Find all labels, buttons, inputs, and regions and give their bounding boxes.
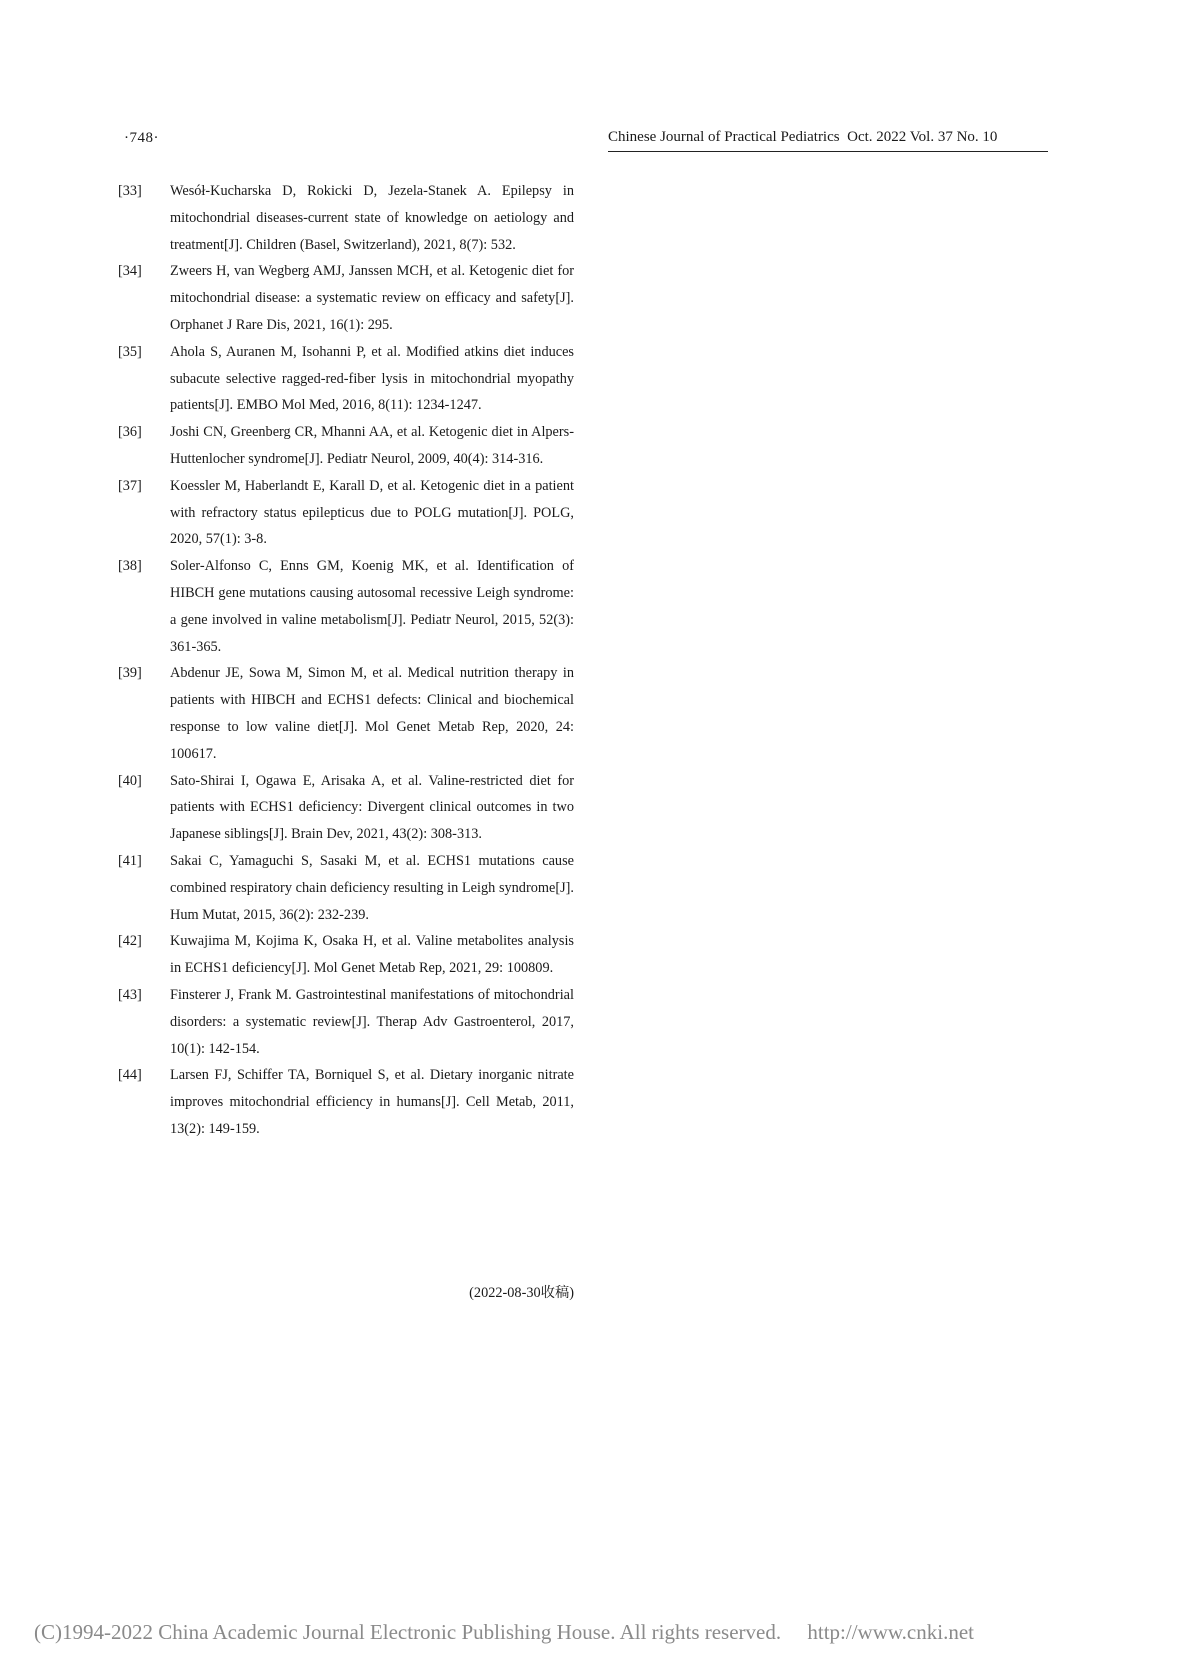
reference-number: [40]: [118, 772, 142, 789]
reference-item: [118, 419, 574, 473]
reference-number: [36]: [118, 424, 142, 441]
journal-issue: Oct. 2022 Vol. 37 No. 10: [847, 129, 998, 145]
reference-text: Soler-Alfonso C, Enns GM, Koenig MK, et al. Identification of HIBCH gene mutations causing autosomal recessive Leigh syndrome: a gene involved in valine metabolism[J]. Pediatr Neurol, 2015, 52(3): 361-365.: [170, 558, 574, 655]
reference-number: [35]: [118, 343, 142, 360]
reference-number: [41]: [118, 852, 142, 869]
reference-number: [42]: [118, 933, 142, 950]
reference-number: [34]: [118, 263, 142, 280]
reference-text: Finsterer J, Frank M. Gastrointestinal manifestations of mitochondrial disorders: a systematic review[J]. Therap Adv Gastroenterol, 2017, 10(1): 142-154.: [170, 986, 574, 1057]
reference-number: [44]: [118, 1067, 142, 1084]
reference-text: Larsen FJ, Schiffer TA, Borniquel S, et al. Dietary inorganic nitrate improves mitochondrial efficiency in humans[J]. Cell Metab, 2011, 13(2): 149-159.: [170, 1067, 574, 1137]
reference-item: [118, 553, 574, 660]
reference-text: Joshi CN, Greenberg CR, Mhanni AA, et al. Ketogenic diet in Alpers-Huttenlocher syndrome[J]. Pediatr Neurol, 2009, 40(4): 314-316.: [170, 424, 574, 467]
page-number: ·748·: [124, 130, 159, 146]
cnki-url[interactable]: http://www.cnki.net: [807, 1620, 974, 1644]
reference-text: Ahola S, Auranen M, Isohanni P, et al. Modified atkins diet induces subacute selective ragged-red-fiber lysis in mitochondrial myopathy patients[J]. EMBO Mol Med, 2016, 8(11): 1234-1247.: [170, 343, 574, 414]
reference-text: Abdenur JE, Sowa M, Simon M, et al. Medical nutrition therapy in patients with HIBCH and ECHS1 defects: Clinical and biochemical response to low valine diet[J]. Mol Genet Metab Rep, 2020, 24: 100617.: [170, 665, 574, 762]
reference-item: [118, 178, 574, 258]
reference-item: [118, 1062, 574, 1142]
reference-text: Kuwajima M, Kojima K, Osaka H, et al. Valine metabolites analysis in ECHS1 deficiency[J]. Mol Genet Metab Rep, 2021, 29: 100809.: [170, 933, 574, 977]
reference-text: Sato-Shirai I, Ogawa E, Arisaka A, et al. Valine-restricted diet for patients with ECHS1 deficiency: Divergent clinical outcomes in two Japanese siblings[J]. Brain Dev, 2021, 43(2): 308-313.: [170, 772, 574, 843]
reference-item: [118, 928, 574, 982]
reference-text: Wesół-Kucharska D, Rokicki D, Jezela-Stanek A. Epilepsy in mitochondrial diseases-current state of knowledge on aetiology and treatment[J]. Children (Basel, Switzerland), 2021, 8(7): 532.: [170, 183, 574, 253]
reference-number: [33]: [118, 183, 142, 199]
journal-header: [608, 129, 1048, 152]
reference-number: [43]: [118, 986, 142, 1003]
reference-text: Sakai C, Yamaguchi S, Sasaki M, et al. ECHS1 mutations cause combined respiratory chain deficiency resulting in Leigh syndrome[J]. Hum Mutat, 2015, 36(2): 232-239.: [170, 852, 574, 923]
copyright-footer: [34, 1620, 974, 1645]
reference-item: [118, 258, 574, 338]
reference-list: [118, 178, 574, 1143]
received-date: (2022-08-30收稿): [469, 1285, 574, 1301]
reference-item: [118, 473, 574, 553]
reference-text: Zweers H, van Wegberg AMJ, Janssen MCH, et al. Ketogenic diet for mitochondrial disease: a systematic review on efficacy and safety[J]. Orphanet J Rare Dis, 2021, 16(1): 295.: [170, 263, 574, 333]
journal-title: Chinese Journal of Practical Pediatrics: [608, 129, 840, 145]
reference-item: [118, 768, 574, 848]
reference-text: Koessler M, Haberlandt E, Karall D, et al. Ketogenic diet in a patient with refractory status epilepticus due to POLG mutation[J]. POLG, 2020, 57(1): 3-8.: [170, 477, 574, 548]
reference-item: [118, 848, 574, 928]
copyright-text: (C)1994-2022 China Academic Journal Electronic Publishing House. All rights reserved.: [34, 1620, 782, 1644]
reference-item: [118, 339, 574, 419]
reference-number: [37]: [118, 477, 142, 494]
reference-item: [118, 982, 574, 1062]
reference-number: [38]: [118, 558, 142, 575]
reference-number: [39]: [118, 665, 142, 682]
reference-item: [118, 660, 574, 767]
